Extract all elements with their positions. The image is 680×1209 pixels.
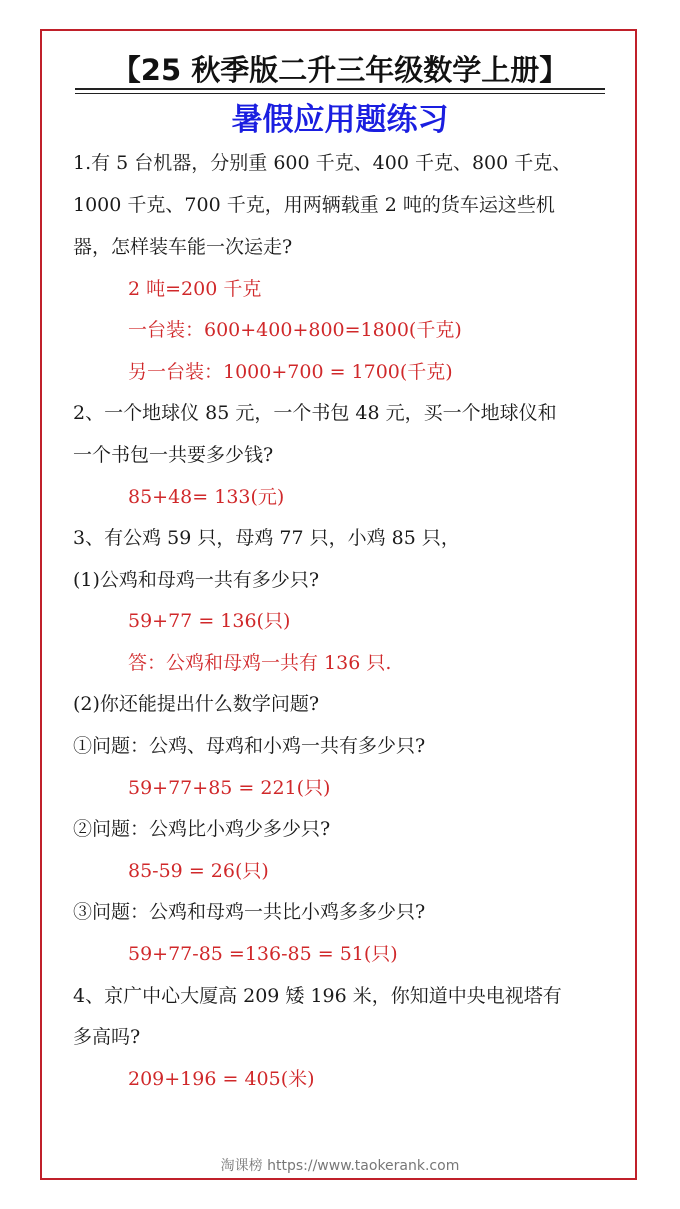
question-3-line-1: 3、有公鸡 59 只，母鸡 77 只，小鸡 85 只， [73,527,460,549]
answer-3-part-1-statement: 答：公鸡和母鸡一共有 136 只. [128,652,392,674]
answer-1-line-3: 另一台装：1000+700 = 1700(千克) [128,361,453,383]
sub-answer-1: 59+77+85 = 221(只) [128,777,331,799]
sub-answer-3: 59+77-85 =136-85 = 51(只) [128,943,398,965]
question-2-line-2: 一个书包一共要多少钱? [73,444,274,466]
title-underline-thin [75,93,605,94]
question-1-line-3: 器，怎样装车能一次运走? [73,236,293,258]
answer-1-line-1: 2 吨=200 千克 [128,278,262,300]
page-subtitle: 暑假应用题练习 [231,102,449,138]
footer-watermark: 淘课榜 https://www.taokerank.com [220,1158,460,1174]
answer-1-line-2: 一台装：600+400+800=1800(千克) [128,319,462,341]
sub-answer-2: 85-59 = 26(只) [128,860,269,882]
question-1-line-1: 1.有 5 台机器，分别重 600 千克、400 千克、800 千克、 [73,152,572,174]
page-title: 【25 秋季版二升三年级数学上册】 [111,53,569,87]
question-3-part-2: (2)你还能提出什么数学问题? [73,693,320,715]
question-3-part-1: (1)公鸡和母鸡一共有多少只? [73,569,320,591]
question-1-line-2: 1000 千克、700 千克，用两辆载重 2 吨的货车运这些机 [73,194,555,216]
sub-question-3: ③问题：公鸡和母鸡一共比小鸡多多少只? [73,901,426,923]
question-4-line-1: 4、京广中心大厦高 209 矮 196 米，你知道中央电视塔有 [73,985,562,1007]
answer-2: 85+48= 133(元) [128,486,285,508]
sub-question-1: ①问题：公鸡、母鸡和小鸡一共有多少只? [73,735,426,757]
sub-question-2: ②问题：公鸡比小鸡少多少只? [73,818,331,840]
answer-4: 209+196 = 405(米) [128,1068,315,1090]
question-4-line-2: 多高吗? [73,1026,141,1048]
title-underline [75,88,605,90]
question-2-line-1: 2、一个地球仪 85 元，一个书包 48 元，买一个地球仪和 [73,402,557,424]
answer-3-part-1: 59+77 = 136(只) [128,610,291,632]
